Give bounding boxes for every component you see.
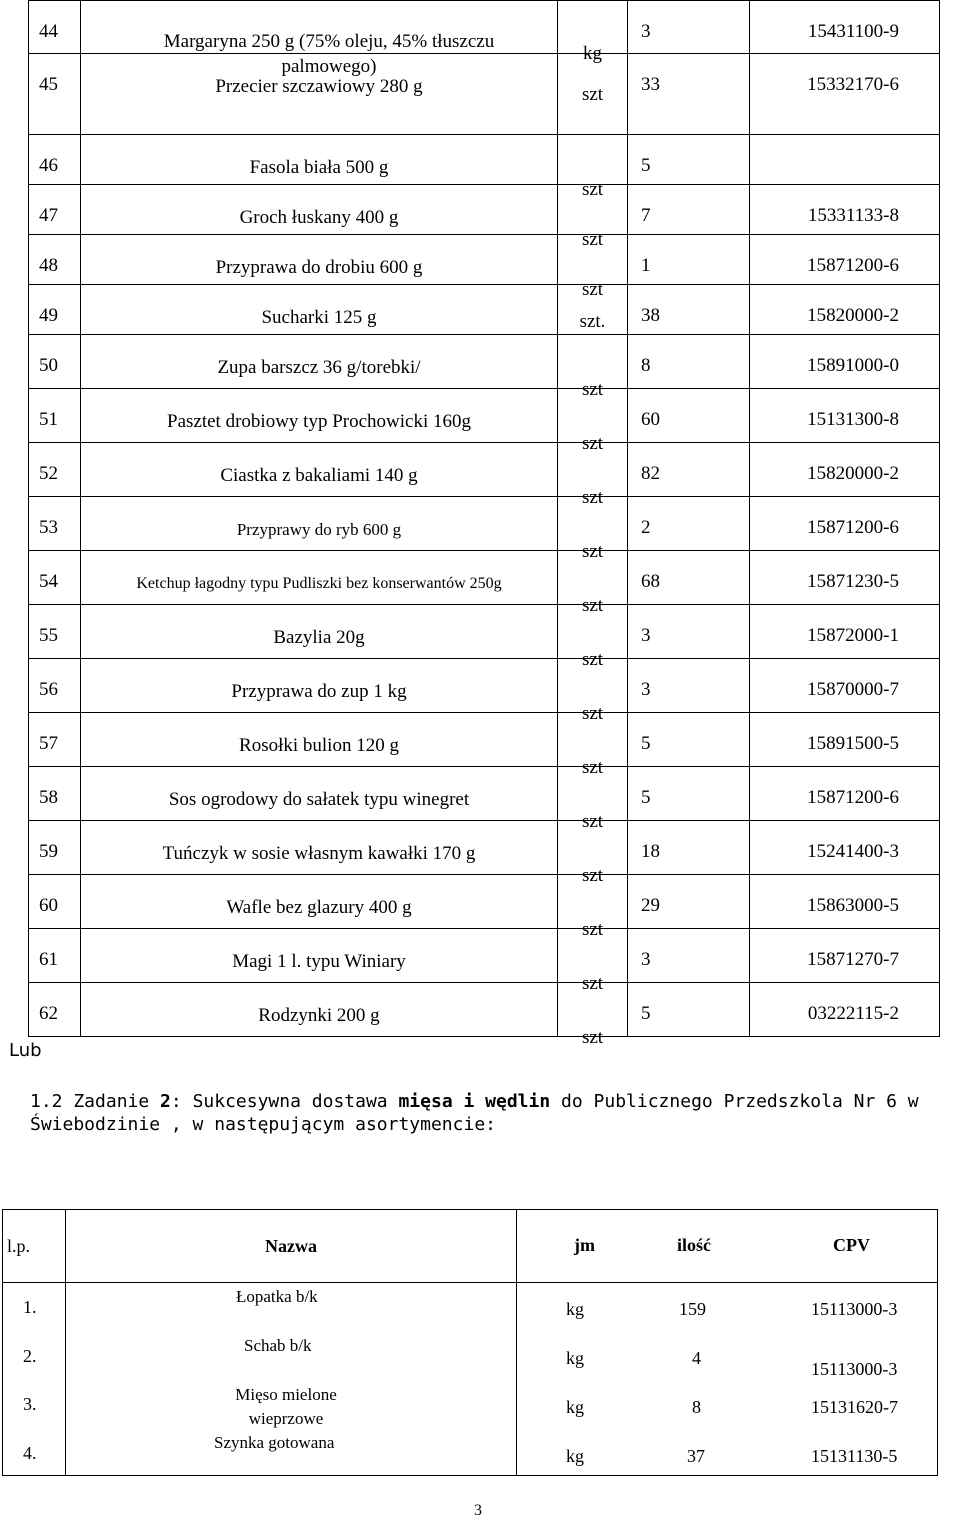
name-cell (81, 929, 558, 983)
unit-cell (558, 235, 628, 300)
lp-cell (29, 235, 81, 285)
name-cell (81, 821, 558, 875)
lp-cell-text: 62 (39, 1003, 58, 1024)
lp-2: 2. (23, 1346, 37, 1366)
jm-2: kg (566, 1348, 584, 1368)
lp-cell-text: 44 (39, 21, 58, 42)
cpv-4: 15131130-5 (811, 1446, 898, 1466)
task-text-1: 1.2 Zadanie (30, 1091, 161, 1112)
table-row (29, 389, 940, 443)
table-row (29, 929, 940, 983)
cpv-1: 15113000-3 (811, 1299, 898, 1319)
qty-cell-text: 82 (641, 463, 660, 484)
qty-cell-text: 7 (641, 205, 651, 226)
cpv-cell (750, 443, 940, 497)
table-row (29, 185, 940, 235)
qty-cell-text: 3 (641, 625, 651, 646)
name-2: Schab b/k (244, 1336, 312, 1355)
unit-cell-text: szt (581, 84, 604, 105)
cpv-cell-text: 15891000-0 (807, 355, 899, 376)
cpv-cell-text: 15131300-8 (807, 409, 899, 430)
cpv-cell (750, 983, 940, 1037)
unit-cell (558, 135, 628, 200)
qty-cell-text: 8 (641, 355, 651, 376)
name-cell (81, 983, 558, 1037)
name-cell-text: Przecier szczawiowy 280 g (215, 76, 423, 97)
qty-cell-text: 5 (641, 155, 651, 176)
qty-cell (628, 983, 750, 1037)
qty-cell-text: 1 (641, 255, 651, 276)
qty-cell (628, 659, 750, 713)
name-cell-text: Sos ogrodowy do sałatek typu winegret (168, 789, 470, 810)
qty-cell-text: 33 (641, 74, 660, 95)
cpv-cell (750, 389, 940, 443)
lp-cell-text: 57 (39, 733, 58, 754)
lp-cell (29, 929, 81, 983)
name-cell (81, 389, 558, 443)
unit-cell (558, 983, 628, 1048)
unit-cell-text: szt (581, 757, 604, 778)
lp-cell (29, 713, 81, 767)
name-cell (81, 767, 558, 821)
qty-1: 159 (679, 1299, 706, 1319)
qty-cell-text: 3 (641, 949, 651, 970)
lp-cell (29, 1, 81, 54)
name-cell (81, 185, 558, 235)
cpv-cell (750, 54, 940, 135)
lp-cell-text: 50 (39, 355, 58, 376)
unit-cell (558, 713, 628, 778)
task-number: 2 (160, 1091, 171, 1112)
name-cell-text: Magi 1 l. typu Winiary (232, 951, 406, 972)
lp-cell-text: 58 (39, 787, 58, 808)
values-column (517, 1283, 938, 1476)
qty-cell (628, 185, 750, 235)
lp-cell (29, 659, 81, 713)
table-row (29, 605, 940, 659)
page-number: 3 (474, 1502, 482, 1519)
lp-cell (29, 497, 81, 551)
unit-cell (558, 185, 628, 250)
qty-cell (628, 235, 750, 285)
lp-cell (29, 389, 81, 443)
name-cell-text: Groch łuskany 400 g (239, 207, 399, 228)
unit-cell-text: szt (581, 279, 604, 300)
unit-cell (558, 551, 628, 616)
qty-cell-text: 29 (641, 895, 660, 916)
lp-cell (29, 335, 81, 389)
lp-cell-text: 47 (39, 205, 58, 226)
lp-cell-text: 45 (39, 74, 58, 95)
name-cell-text: Pasztet drobiowy typ Prochowicki 160g (167, 411, 471, 432)
name-cell-text: Przyprawa do zup 1 kg (231, 681, 407, 702)
qty-cell (628, 443, 750, 497)
unit-cell (558, 605, 628, 670)
name-cell-text: Sucharki 125 g (261, 307, 377, 328)
qty-cell-text: 5 (641, 733, 651, 754)
cpv-cell (750, 235, 940, 285)
qty-cell-text: 2 (641, 517, 651, 538)
unit-cell-text: szt (581, 973, 604, 994)
table-row (29, 659, 940, 713)
lp-cell (29, 875, 81, 929)
qty-cell (628, 285, 750, 335)
qty-cell-text: 60 (641, 409, 660, 430)
lp-cell (29, 767, 81, 821)
cpv-cell-text: 15872000-1 (807, 625, 899, 646)
cpv-cell (750, 605, 940, 659)
qty-cell (628, 713, 750, 767)
table-row (29, 285, 940, 335)
qty-4: 37 (687, 1446, 705, 1466)
unit-cell (558, 875, 628, 940)
unit-cell (558, 389, 628, 454)
unit-cell-text: szt (581, 703, 604, 724)
qty-cell-text: 38 (641, 305, 660, 326)
unit-cell (558, 335, 628, 400)
lp-cell-text: 46 (39, 155, 58, 176)
lp-cell-text: 54 (39, 571, 58, 592)
lp-cell-text: 52 (39, 463, 58, 484)
lp-cell (29, 443, 81, 497)
lp-cell (29, 285, 81, 335)
name-column (66, 1283, 517, 1476)
name-cell (81, 551, 558, 605)
name-cell-text: Bazylia 20g (273, 627, 365, 648)
name-cell (81, 285, 558, 335)
cpv-3: 15131620-7 (811, 1397, 898, 1417)
header-right (517, 1210, 938, 1283)
cpv-cell-text: 15871230-5 (807, 571, 899, 592)
qty-cell-text: 3 (641, 679, 651, 700)
cpv-cell (750, 551, 940, 605)
name-cell-text: Wafle bez glazury 400 g (226, 897, 412, 918)
unit-cell (558, 929, 628, 994)
lp-1: 1. (23, 1297, 37, 1317)
header-lp: l.p. (3, 1210, 66, 1283)
table-row (29, 821, 940, 875)
unit-cell (558, 443, 628, 508)
qty-cell (628, 767, 750, 821)
jm-3: kg (566, 1397, 584, 1417)
unit-cell (558, 54, 628, 135)
table-row (29, 1, 940, 54)
qty-cell (628, 389, 750, 443)
unit-cell (558, 285, 628, 335)
qty-2: 4 (692, 1348, 701, 1368)
name-cell (81, 875, 558, 929)
header-qty: ilość (677, 1235, 711, 1255)
lp-cell (29, 135, 81, 185)
name-cell (81, 235, 558, 285)
unit-cell-text: szt (581, 919, 604, 940)
task-text-3: do Publicznego Przedszkola Nr 6 w Świebodzinie , w następującym asortymencie: (30, 1091, 919, 1135)
cpv-cell (750, 335, 940, 389)
cpv-cell (750, 713, 940, 767)
unit-cell (558, 1, 628, 64)
cpv-cell (750, 659, 940, 713)
task-2-heading (30, 1090, 950, 1136)
lp-cell-text: 60 (39, 895, 58, 916)
lp-cell-text: 48 (39, 255, 58, 276)
cpv-cell-text: 15332170-6 (807, 74, 899, 95)
unit-cell-text: szt (581, 865, 604, 886)
task-product: mięsa i wędlin (398, 1091, 551, 1112)
unit-cell-text: szt (581, 1027, 604, 1048)
task-text-2: : Sukcesywna dostawa (170, 1091, 399, 1112)
header-name: Nazwa (66, 1210, 517, 1283)
cpv-cell-text: 15331133-8 (807, 205, 899, 226)
header-jm: jm (574, 1235, 595, 1255)
unit-cell-text: szt (581, 811, 604, 832)
qty-cell-text: 18 (641, 841, 660, 862)
table-row (29, 551, 940, 605)
unit-cell-text: szt (581, 433, 604, 454)
name-cell-text: Zupa barszcz 36 g/torebki/ (217, 357, 421, 378)
name-cell-text: Przyprawa do drobiu 600 g (215, 257, 423, 278)
cpv-cell-text: 15871270-7 (807, 949, 899, 970)
table-row (29, 875, 940, 929)
meat-table-body (3, 1283, 938, 1476)
lp-cell (29, 54, 81, 135)
table-row (29, 443, 940, 497)
name-cell-text: Rodzynki 200 g (258, 1005, 380, 1026)
cpv-cell (750, 821, 940, 875)
table-row (29, 335, 940, 389)
name-cell (81, 335, 558, 389)
cpv-cell (750, 929, 940, 983)
qty-cell-text: 3 (641, 21, 651, 42)
name-cell-text: Ketchup łagodny typu Pudliszki bez konserwantów 250g (136, 575, 502, 592)
name-cell (81, 605, 558, 659)
lp-column (3, 1283, 66, 1476)
qty-cell (628, 821, 750, 875)
unit-cell-text: szt. (579, 311, 606, 332)
lp-cell (29, 551, 81, 605)
lp-cell-text: 51 (39, 409, 58, 430)
unit-cell-text: szt (581, 229, 604, 250)
lp-cell (29, 821, 81, 875)
unit-cell-text: szt (581, 649, 604, 670)
cpv-cell (750, 135, 940, 185)
table-row (29, 713, 940, 767)
lp-cell-text: 53 (39, 517, 58, 538)
table-row (29, 54, 940, 135)
name-cell-text: Tuńczyk w sosie własnym kawałki 170 g (162, 843, 476, 864)
unit-cell (558, 659, 628, 724)
qty-3: 8 (692, 1397, 701, 1417)
qty-cell-text: 5 (641, 1003, 651, 1024)
name-cell-text: Margaryna 250 g (75% oleju, 45% tłuszczu palmowego) (163, 31, 495, 77)
table-row (29, 135, 940, 185)
lp-cell-text: 56 (39, 679, 58, 700)
qty-cell (628, 135, 750, 185)
meat-table (2, 1209, 938, 1476)
name-cell (81, 1, 558, 77)
cpv-cell-text: 15870000-7 (807, 679, 899, 700)
cpv-cell-text: 03222115-2 (807, 1003, 899, 1024)
name-3: Mięso mielone wieprzowe (235, 1385, 337, 1428)
cpv-cell (750, 497, 940, 551)
cpv-cell-text: 15431100-9 (807, 21, 899, 42)
name-cell (81, 659, 558, 713)
table-row (29, 497, 940, 551)
qty-cell-text: 68 (641, 571, 660, 592)
table-row (29, 235, 940, 285)
name-cell (81, 443, 558, 497)
lp-4: 4. (23, 1443, 37, 1463)
header-cpv: CPV (833, 1235, 870, 1255)
cpv-cell (750, 285, 940, 335)
lp-cell-text: 61 (39, 949, 58, 970)
unit-cell-text: szt (581, 379, 604, 400)
cpv-cell-text: 15871200-6 (807, 787, 899, 808)
table-row (29, 983, 940, 1037)
name-cell-text: Przyprawy do ryb 600 g (236, 520, 402, 539)
name-cell (81, 713, 558, 767)
cpv-cell-text: 15820000-2 (807, 305, 899, 326)
qty-cell (628, 1, 750, 54)
unit-cell (558, 821, 628, 886)
name-cell (81, 497, 558, 551)
cpv-cell-text: 15871200-6 (807, 517, 899, 538)
unit-cell-text: szt (581, 487, 604, 508)
jm-1: kg (566, 1299, 584, 1319)
cpv-cell-text: 15241400-3 (807, 841, 899, 862)
cpv-2: 15113000-3 (811, 1359, 898, 1379)
lp-cell-text: 49 (39, 305, 58, 326)
lp-cell-text: 55 (39, 625, 58, 646)
qty-cell (628, 335, 750, 389)
unit-cell-text: kg (583, 43, 602, 64)
qty-cell (628, 551, 750, 605)
cpv-cell (750, 767, 940, 821)
qty-cell (628, 929, 750, 983)
products-table-1 (28, 0, 940, 1048)
cpv-cell-text: 15891500-5 (807, 733, 899, 754)
qty-cell-text: 5 (641, 787, 651, 808)
name-1: Łopatka b/k (236, 1287, 318, 1306)
qty-cell (628, 54, 750, 135)
name-cell-text: Rosołki bulion 120 g (239, 735, 399, 756)
qty-cell (628, 875, 750, 929)
cpv-cell-text: 15820000-2 (807, 463, 899, 484)
cpv-cell-text: 15863000-5 (807, 895, 899, 916)
cpv-cell (750, 1, 940, 54)
cpv-cell (750, 185, 940, 235)
table-row (29, 767, 940, 821)
unit-cell-text: szt (581, 179, 604, 200)
lp-cell (29, 605, 81, 659)
name-cell-text: Ciastka z bakaliami 140 g (220, 465, 418, 486)
lp-cell-text: 59 (39, 841, 58, 862)
unit-cell (558, 767, 628, 832)
name-cell (81, 135, 558, 185)
lp-cell (29, 983, 81, 1037)
lp-3: 3. (23, 1394, 37, 1414)
name-cell-text: Fasola biała 500 g (249, 157, 389, 178)
name-cell (81, 54, 558, 135)
lp-cell (29, 185, 81, 235)
qty-cell (628, 497, 750, 551)
lub-label: Lub (9, 1040, 42, 1061)
jm-4: kg (566, 1446, 584, 1466)
unit-cell (558, 497, 628, 562)
cpv-cell-text: 15871200-6 (807, 255, 899, 276)
name-4: Szynka gotowana (214, 1433, 335, 1452)
unit-cell-text: szt (581, 595, 604, 616)
unit-cell-text: szt (581, 541, 604, 562)
cpv-cell (750, 875, 940, 929)
qty-cell (628, 605, 750, 659)
meat-table-header (3, 1210, 938, 1283)
